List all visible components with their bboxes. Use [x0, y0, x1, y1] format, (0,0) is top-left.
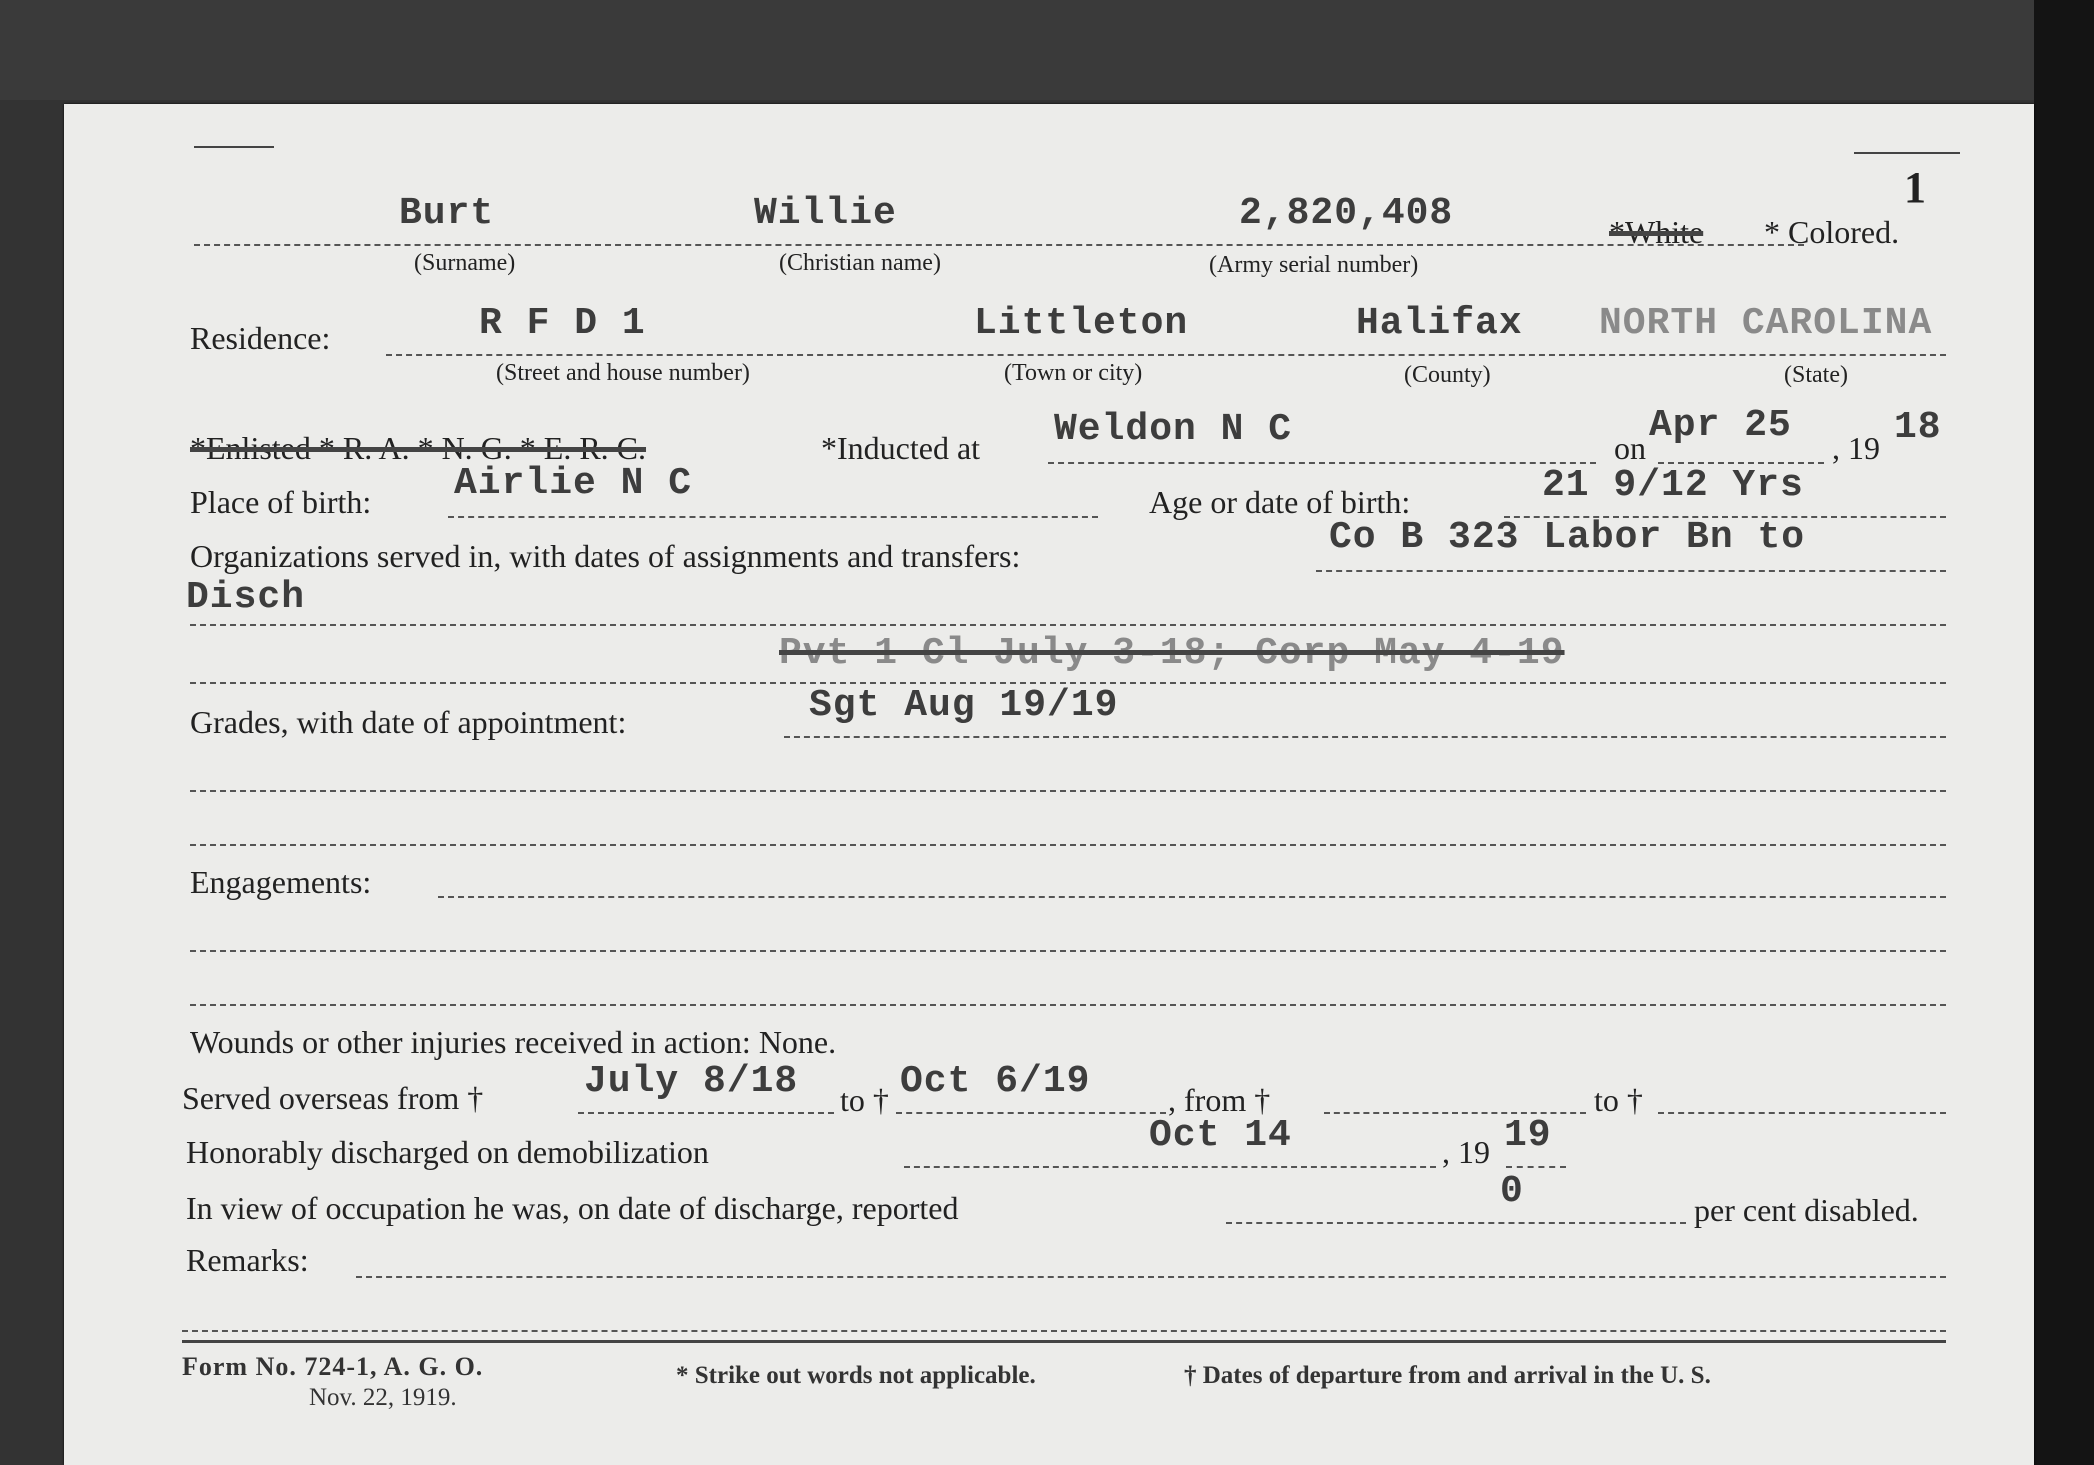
inducted-date-value: Apr 25	[1649, 404, 1792, 447]
organizations-line-1	[1316, 570, 1946, 572]
card-number: 1	[1904, 163, 1926, 212]
discharge-year-prefix: , 19	[1442, 1134, 1490, 1170]
county-value: Halifax	[1356, 302, 1523, 345]
footnote-dates: † Dates of departure from and arrival in the U. S.	[1184, 1362, 1711, 1389]
inducted-place-line	[1048, 462, 1596, 464]
caption-street: (Street and house number)	[496, 360, 750, 386]
caption-surname: (Surname)	[414, 250, 516, 276]
organizations-label: Organizations served in, with dates of assignments and transfers:	[190, 538, 1021, 574]
engagements-line-1	[438, 896, 1946, 898]
caption-state: (State)	[1784, 362, 1848, 388]
age-value: 21 9/12 Yrs	[1542, 464, 1804, 507]
residence-line	[386, 354, 1946, 356]
name-line	[194, 244, 1804, 246]
caption-serial-number: (Army serial number)	[1209, 252, 1419, 278]
organizations-value-1: Co B 323 Labor Bn to	[1329, 516, 1806, 559]
discharge-year-value: 19	[1504, 1114, 1552, 1157]
overseas-to2-line	[1658, 1112, 1946, 1114]
overseas-from-label: Served overseas from †	[182, 1080, 484, 1116]
race-white-struck: *White	[1609, 214, 1704, 250]
street-value: R F D 1	[479, 302, 646, 345]
overseas-to-line	[896, 1112, 1166, 1114]
inducted-place-value: Weldon N C	[1054, 408, 1293, 451]
overseas-from-line	[578, 1112, 834, 1114]
overseas-to-label: to †	[840, 1082, 889, 1118]
organizations-value-2: Disch	[186, 576, 306, 619]
caption-town: (Town or city)	[1004, 360, 1143, 386]
age-label: Age or date of birth:	[1149, 484, 1411, 520]
christian-name-value: Willie	[754, 192, 897, 235]
service-record-card	[64, 104, 2034, 1465]
disability-suffix: per cent disabled.	[1694, 1192, 1919, 1228]
remarks-line-1	[356, 1276, 1946, 1278]
remarks-label: Remarks:	[186, 1242, 309, 1278]
caption-christian-name: (Christian name)	[779, 250, 941, 276]
surname-value: Burt	[399, 192, 495, 235]
enlistment-options-struck: *Enlisted * R. A. * N. G. * E. R. C.	[190, 430, 647, 466]
footer-rule	[182, 1340, 1946, 1343]
inducted-label: *Inducted at	[821, 430, 981, 466]
organizations-line-2	[190, 624, 1946, 626]
discharge-date-value: Oct 14	[1149, 1114, 1292, 1157]
birthplace-label: Place of birth:	[190, 484, 372, 520]
overseas-from2-label: , from †	[1168, 1082, 1271, 1118]
serial-number-value: 2,820,408	[1239, 192, 1454, 235]
state-value: NORTH CAROLINA	[1599, 302, 1933, 345]
form-date: Nov. 22, 1919.	[309, 1384, 457, 1411]
scanner-backdrop	[0, 0, 2094, 100]
caption-county: (County)	[1404, 362, 1491, 388]
engagements-line-2	[190, 950, 1946, 952]
birthplace-line	[448, 516, 1098, 518]
disability-value: 0	[1500, 1170, 1524, 1213]
overseas-from-value: July 8/18	[584, 1060, 799, 1103]
engagements-line-3	[190, 1004, 1946, 1006]
residence-label: Residence:	[190, 320, 331, 356]
footnote-strike: * Strike out words not applicable.	[676, 1362, 1036, 1389]
grades-value: Sgt Aug 19/19	[809, 684, 1119, 727]
remarks-line-2	[182, 1330, 1946, 1332]
scanner-edge	[2034, 0, 2094, 1465]
grades-label: Grades, with date of appointment:	[190, 704, 627, 740]
grades-prior-struck: Pvt 1 Cl July 3-18; Corp May 4-19	[779, 632, 1565, 675]
race-colored: * Colored.	[1764, 214, 1900, 250]
corner-rule-left	[194, 146, 274, 148]
discharge-label: Honorably discharged on demobilization	[186, 1134, 709, 1170]
engagements-label: Engagements:	[190, 864, 372, 900]
birthplace-value: Airlie N C	[454, 462, 693, 505]
grades-line	[784, 736, 1946, 738]
discharge-year-line	[1506, 1166, 1566, 1168]
discharge-date-line	[904, 1166, 1436, 1168]
grades-blank-line-1	[190, 790, 1946, 792]
overseas-to2-label: to †	[1594, 1082, 1643, 1118]
overseas-to-value: Oct 6/19	[900, 1060, 1091, 1103]
town-value: Littleton	[974, 302, 1189, 345]
disability-label: In view of occupation he was, on date of discharge, reported	[186, 1190, 959, 1226]
inducted-year-prefix: , 19	[1832, 430, 1880, 466]
form-number: Form No. 724-1, A. G. O.	[182, 1352, 484, 1381]
disability-line	[1226, 1222, 1686, 1224]
grades-blank-line-2	[190, 844, 1946, 846]
wounds-label: Wounds or other injuries received in action: None.	[190, 1024, 837, 1060]
corner-rule-right	[1854, 152, 1960, 154]
inducted-on-label: on	[1614, 430, 1646, 466]
inducted-year-value: 18	[1894, 406, 1942, 449]
